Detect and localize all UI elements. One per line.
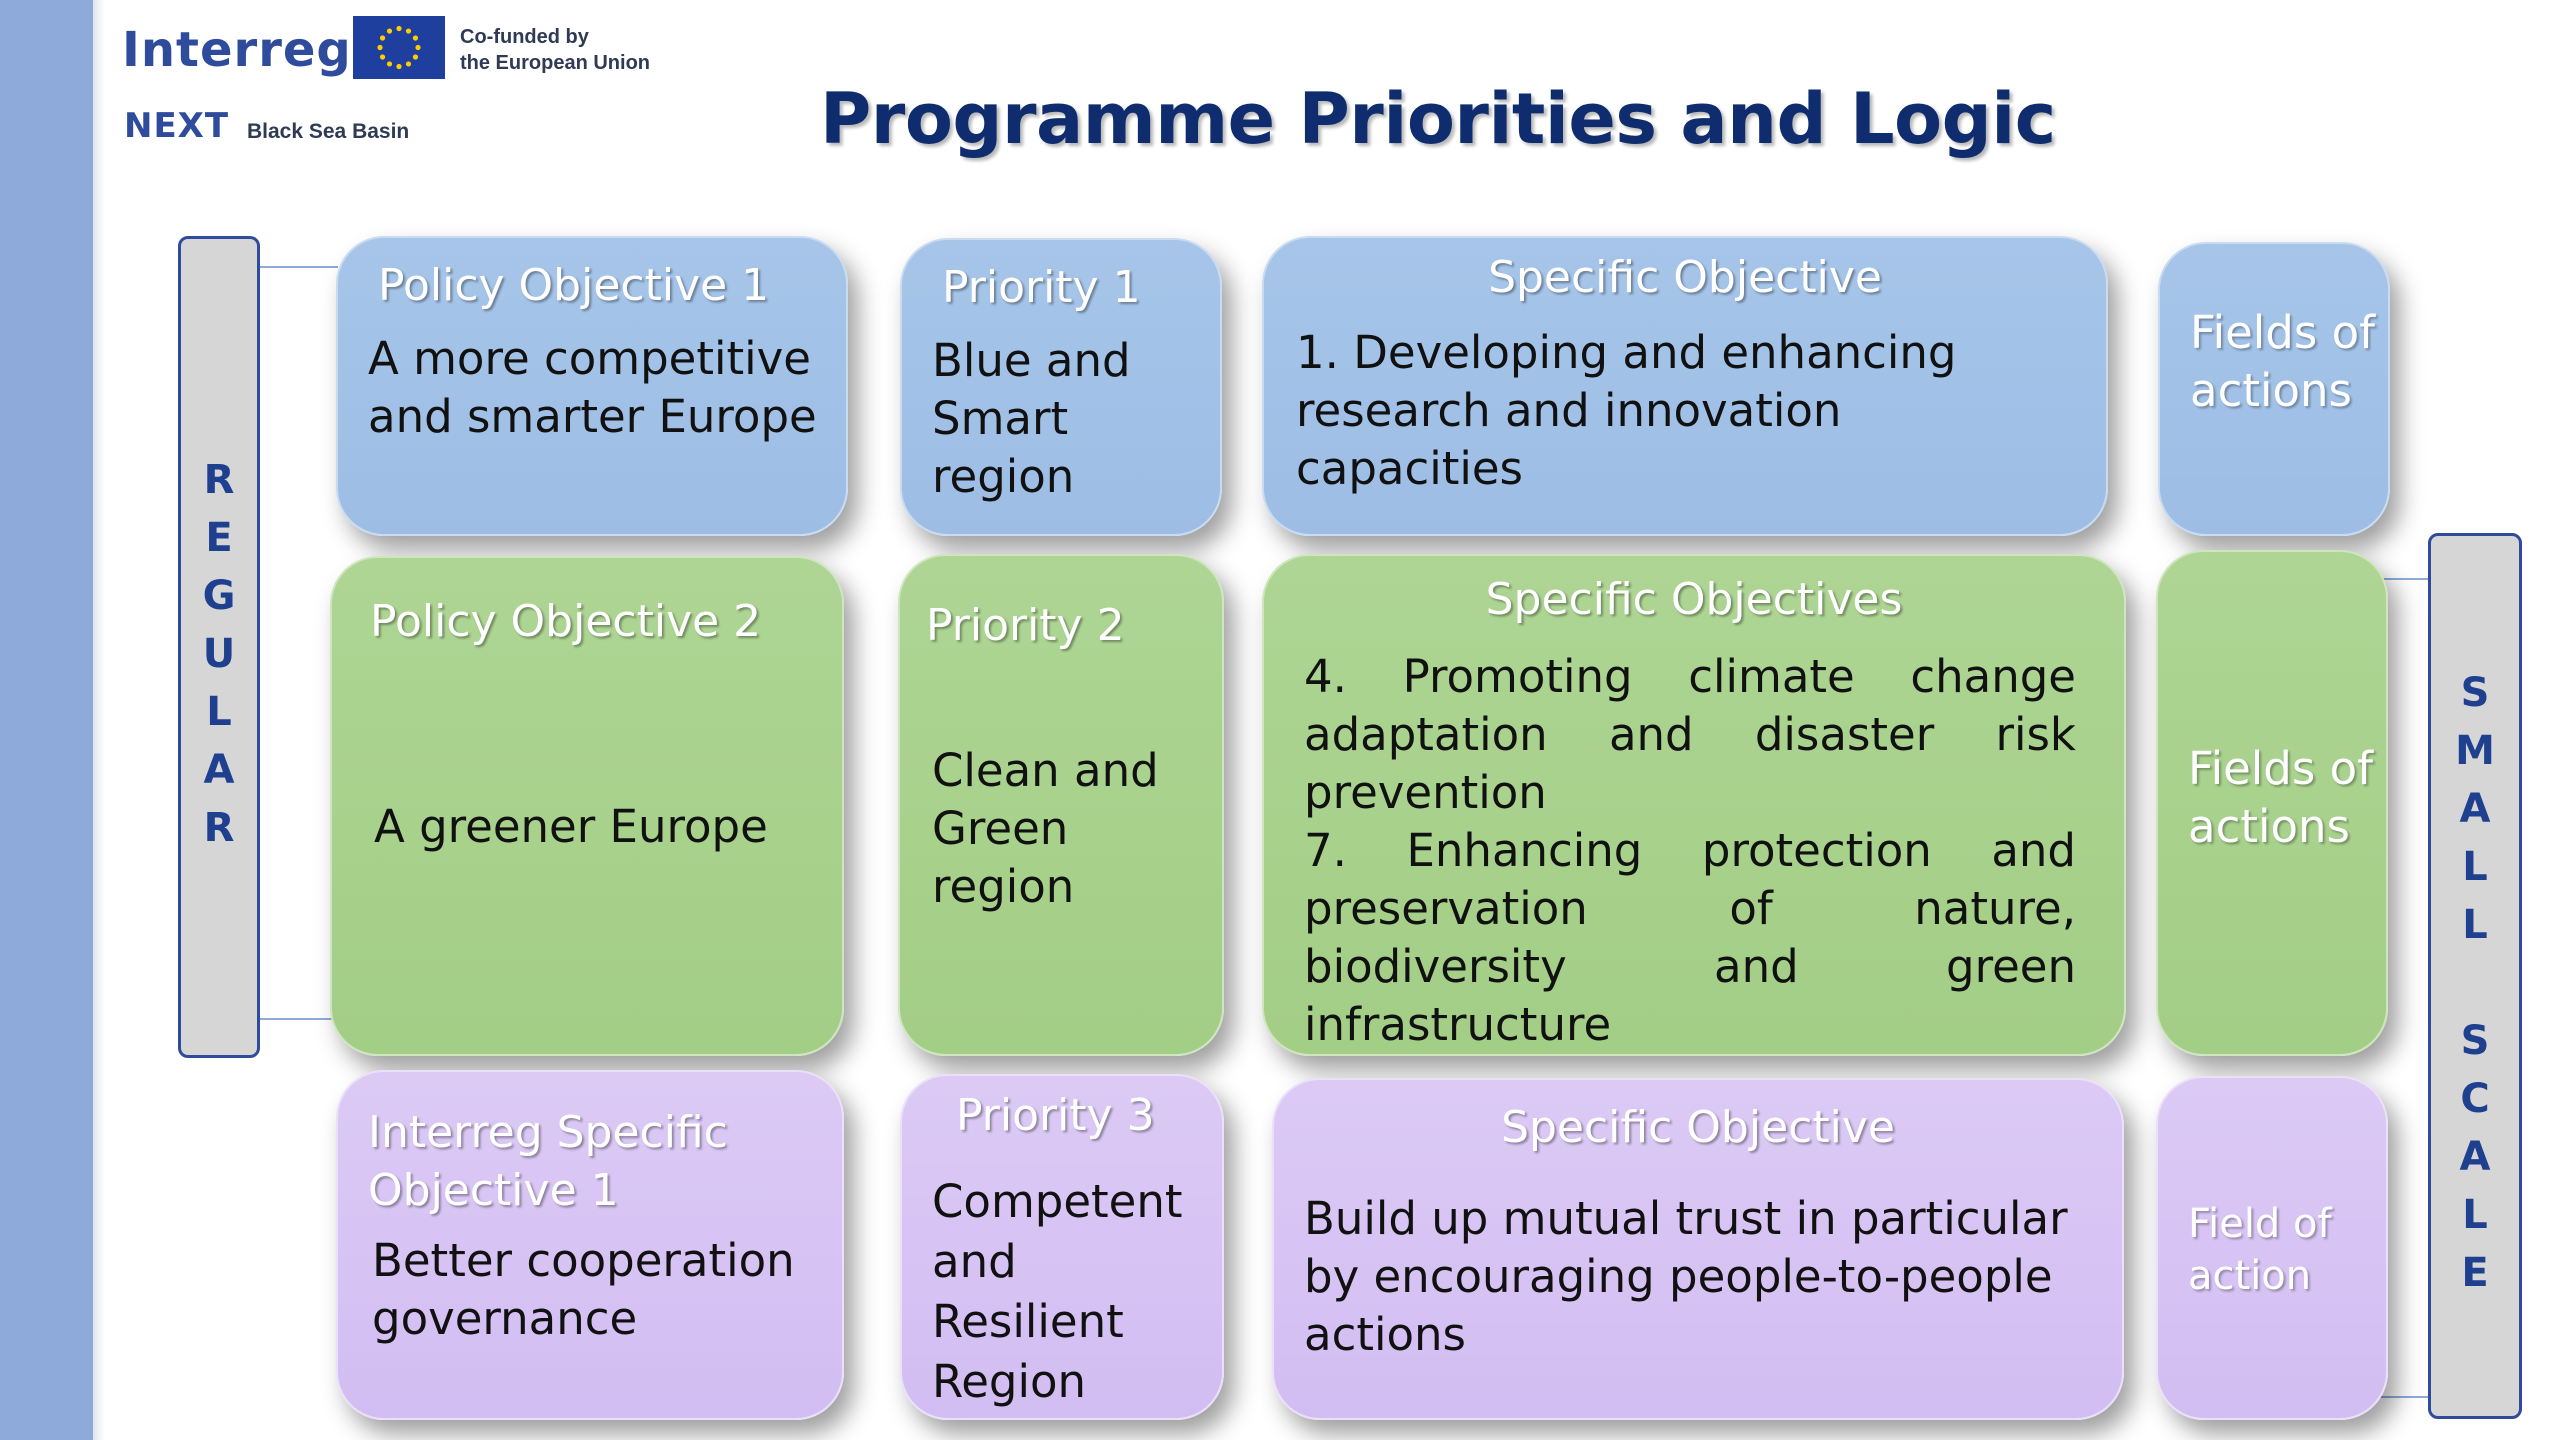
- side-label-letter: R: [203, 805, 235, 851]
- card-heading: Specific Objective: [1488, 252, 1882, 303]
- eu-star-icon: [413, 54, 418, 59]
- card-body: A greener Europe: [374, 800, 768, 853]
- eu-star-icon: [413, 35, 418, 40]
- eu-star-icon: [387, 61, 392, 66]
- cofunded-label: [460, 24, 650, 76]
- connector-line: [258, 266, 338, 268]
- next-logo-text: NEXT: [124, 106, 230, 146]
- card-body: Build up mutual trust in particular by encouraging people-to-people actions: [1304, 1192, 2068, 1361]
- side-label-letter: U: [202, 631, 236, 677]
- connector-line: [258, 1018, 338, 1020]
- eu-star-icon: [406, 61, 411, 66]
- eu-star-icon: [415, 45, 420, 50]
- side-label-letter: E: [205, 515, 233, 561]
- card-body: Blue and Smart region: [932, 334, 1131, 503]
- side-label-letter: [2431, 954, 2519, 1012]
- side-label-letter: L: [2462, 844, 2488, 890]
- priority-1-card: [900, 238, 1222, 536]
- specific-objective-1-card: [1262, 236, 2108, 536]
- priority-3-card: [900, 1074, 1224, 1420]
- connector-line: [2378, 578, 2430, 580]
- interreg-specific-objective-1-card: [336, 1070, 844, 1420]
- field-of-action-card-3: [2156, 1076, 2388, 1420]
- specific-objectives-2-card: [1262, 554, 2126, 1056]
- card-heading: Priority 1: [942, 262, 1141, 313]
- eu-flag-icon: [353, 16, 445, 79]
- left-accent-bar: [0, 0, 93, 1440]
- side-label-letter: E: [2461, 1250, 2489, 1296]
- black-sea-basin-label: Black Sea Basin: [247, 120, 410, 143]
- cofunded-line-2: the European Union: [460, 52, 650, 74]
- regular-label: [181, 451, 257, 857]
- fields-of-actions-card-1: [2158, 242, 2390, 536]
- card-body: Clean and Green region: [932, 744, 1159, 913]
- eu-star-icon: [406, 28, 411, 33]
- side-label-letter: S: [2460, 670, 2490, 716]
- connector-line: [2378, 1396, 2430, 1398]
- card-heading: Policy Objective 2: [370, 596, 762, 647]
- eu-star-icon: [377, 45, 382, 50]
- interreg-logo-text: Interreg: [122, 22, 352, 78]
- priority-2-card: [898, 554, 1224, 1056]
- side-label-letter: L: [2462, 902, 2488, 948]
- card-heading: Priority 2: [926, 600, 1125, 651]
- eu-star-icon: [396, 26, 401, 31]
- card-body-item-4: [1304, 648, 2076, 822]
- regular-side-bar: [178, 236, 260, 1058]
- small-scale-side-bar: [2428, 533, 2522, 1419]
- card-heading: Policy Objective 1: [378, 260, 770, 311]
- side-label-letter: R: [203, 457, 235, 503]
- so-item-4-text: 4. Promoting climate change adaptation and disaster risk prevention: [1304, 650, 2076, 819]
- side-label-letter: S: [2460, 1018, 2490, 1064]
- card-body: 1. Developing and enhancing research and innovation capacities: [1296, 326, 1957, 495]
- fields-of-actions-card-2: [2156, 550, 2388, 1056]
- side-label-letter: L: [2462, 1192, 2488, 1238]
- small-scale-label: [2431, 664, 2519, 1302]
- policy-objective-2-card: [330, 556, 844, 1056]
- side-label-letter: L: [206, 689, 232, 735]
- card-body: Better cooperation governance: [372, 1234, 795, 1345]
- card-heading: Specific Objectives: [1485, 574, 1903, 625]
- card-body: Competent and Resilient Region: [932, 1175, 1183, 1408]
- eu-star-icon: [380, 54, 385, 59]
- eu-star-icon: [380, 35, 385, 40]
- card-heading: Specific Objective: [1501, 1102, 1895, 1153]
- page-title: Programme Priorities and Logic: [820, 78, 2056, 160]
- side-label-letter: A: [203, 747, 235, 793]
- policy-objective-1-card: [336, 236, 848, 536]
- side-label-letter: M: [2455, 728, 2495, 774]
- eu-star-icon: [396, 64, 401, 69]
- cofunded-line-1: Co-funded by: [460, 26, 589, 48]
- card-heading: Priority 3: [956, 1090, 1155, 1141]
- side-label-letter: A: [2459, 1134, 2491, 1180]
- side-label-letter: C: [2460, 1076, 2490, 1122]
- eu-star-icon: [387, 28, 392, 33]
- specific-objective-3-card: [1272, 1078, 2124, 1420]
- side-label-letter: G: [202, 573, 236, 619]
- left-accent-shadow: [93, 0, 105, 1440]
- so-item-7-text: 7. Enhancing protection and preservation of nature, biodiversity and green infrastructure: [1304, 824, 2076, 1051]
- card-body: A more competitive and smarter Europe: [368, 332, 817, 443]
- card-body: Fields of actions: [2190, 306, 2375, 417]
- card-heading: Interreg Specific Objective 1: [368, 1107, 728, 1216]
- card-body: Field of action: [2188, 1201, 2332, 1299]
- card-body: Fields of actions: [2188, 742, 2373, 853]
- card-body-item-7: [1304, 822, 2076, 1054]
- side-label-letter: A: [2459, 786, 2491, 832]
